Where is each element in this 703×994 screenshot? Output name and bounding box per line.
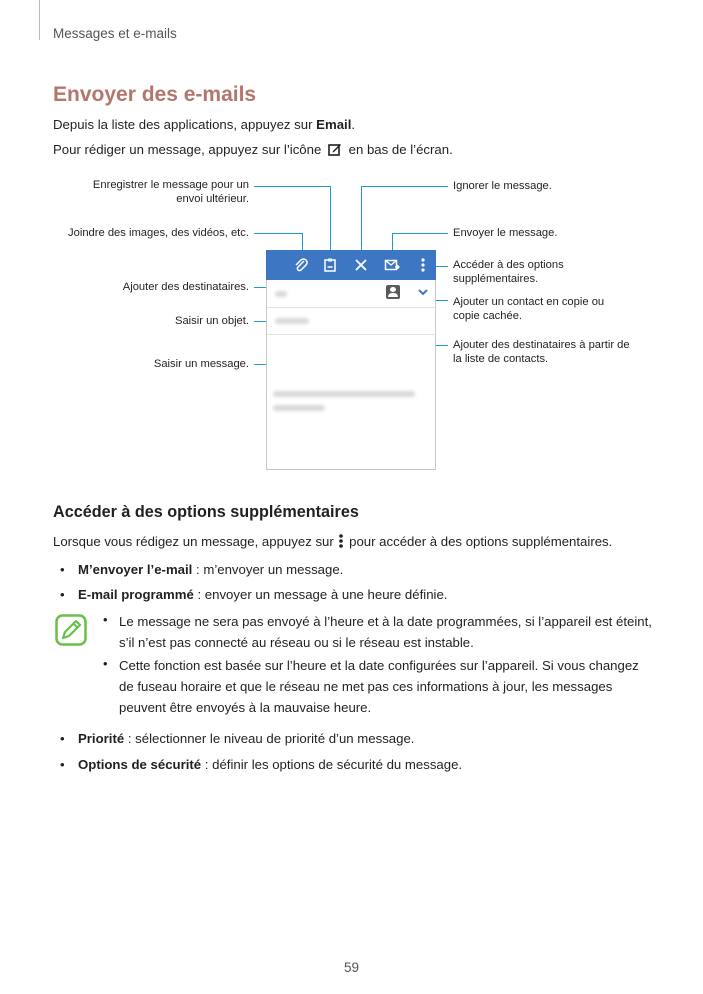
callout-add-recipients: Ajouter des destinataires. (122, 281, 249, 293)
callout-contacts: Ajouter des destinataires à partir de la liste de contacts. (453, 339, 630, 365)
callout-message: Saisir un message. (153, 358, 249, 370)
attach-icon[interactable] (293, 257, 309, 273)
email-app-name: Email (316, 117, 352, 132)
callout-cc-bcc: Ajouter un contact en copie ou copie cachée. (453, 296, 605, 322)
callout-save-draft: Enregistrer le message pour un envoi ultérieur. (92, 179, 249, 205)
intro-line-1: Depuis la liste des applications, appuyez sur Email. (53, 117, 356, 132)
list-item: • Priorité : sélectionner le niveau de priorité d’un message. (60, 731, 415, 746)
send-icon[interactable] (384, 257, 400, 273)
note-icon (55, 614, 87, 646)
close-icon[interactable] (353, 257, 369, 273)
header-rule (39, 0, 40, 40)
callout-attach: Joindre des images, des vidéos, etc. (68, 227, 249, 239)
subject-field[interactable] (267, 308, 437, 335)
note-text-2: Cette fonction est basée sur l’heure et la date configurées sur l’appareil. Si vous changez de fuseau horaire et que le réseau ne met pas ces informations à jour, les messages peuvent être envoyés à la mauvaise heure. (119, 658, 639, 715)
callout-more-options: Accéder à des options supplémentaires. (453, 259, 564, 285)
list-item: • M’envoyer l’e-mail : m’envoyer un message. (60, 562, 344, 577)
message-body[interactable] (267, 335, 437, 469)
running-header: Messages et e-mails (53, 26, 177, 41)
compose-screen (266, 250, 436, 470)
contacts-icon[interactable] (386, 285, 400, 299)
page-number: 59 (343, 960, 360, 975)
note-text-1: Le message ne sera pas envoyé à l’heure et à la date programmées, si l’appareil est éteint, s’il n’est pas connecté au réseau ou si le réseau est instable. (119, 614, 652, 650)
section-title: Accéder à des options supplémentaires (53, 503, 359, 521)
callout-discard: Ignorer le message. (453, 180, 552, 192)
recipient-field[interactable] (267, 281, 437, 308)
chevron-down-icon[interactable] (417, 287, 429, 297)
save-icon[interactable] (322, 257, 338, 273)
compose-icon (328, 142, 342, 156)
more-options-icon[interactable] (415, 257, 431, 273)
compose-toolbar (266, 250, 436, 280)
callout-send: Envoyer le message. (453, 227, 558, 239)
callout-subject: Saisir un objet. (174, 315, 249, 327)
section-intro: Lorsque vous rédigez un message, appuyez sur pour accéder à des options supplémentaires. (53, 534, 613, 549)
more-options-icon (338, 534, 344, 548)
list-item: • Options de sécurité : définir les options de sécurité du message. (60, 757, 463, 772)
intro-line-2: Pour rédiger un message, appuyez sur l’icône en bas de l’écran. (53, 142, 453, 157)
list-item: • E-mail programmé : envoyer un message à une heure définie. (60, 587, 448, 602)
page-title: Envoyer des e-mails (53, 83, 257, 106)
